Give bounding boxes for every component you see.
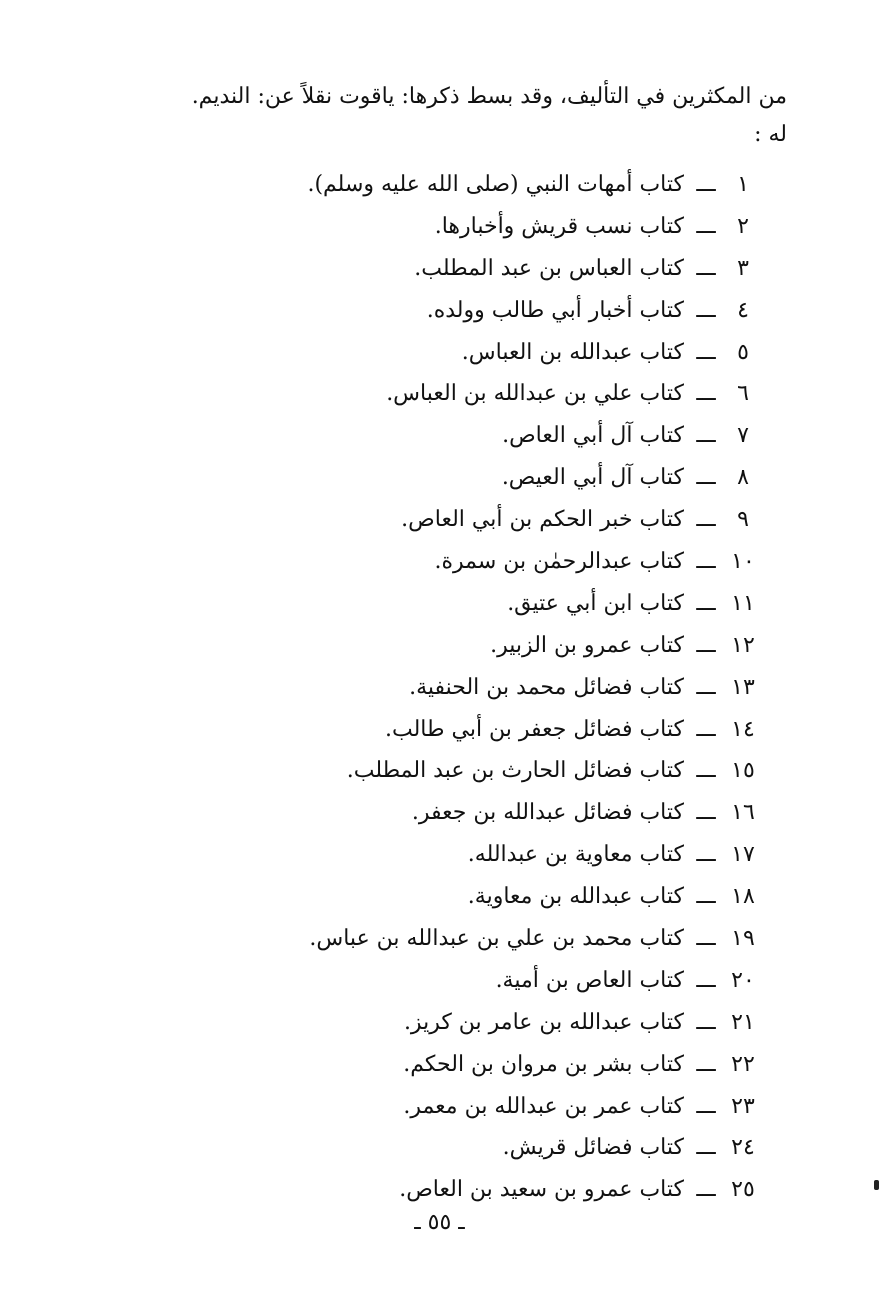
list-item <box>307 499 758 541</box>
item-dash: ـــ <box>696 1135 716 1161</box>
item-number: ١٩ <box>731 926 755 952</box>
item-number: ١٧ <box>731 842 755 868</box>
list-item <box>307 1127 758 1169</box>
item-title: كتاب نسب قريش وأخبارها. <box>434 213 684 239</box>
item-number: ٢ <box>737 213 749 239</box>
item-title: كتاب عبدالله بن معاوية. <box>467 884 684 910</box>
item-dash: ـــ <box>696 800 716 826</box>
item-number: ١٣ <box>731 674 755 700</box>
list-item <box>307 332 758 374</box>
list-item <box>307 583 758 625</box>
list-item <box>307 1002 758 1044</box>
item-number: ١٢ <box>731 632 755 658</box>
item-number: ١٤ <box>731 716 755 742</box>
item-title: كتاب عبدالله بن عامر بن كريز. <box>403 1009 684 1035</box>
item-title: كتاب العباس بن عبد المطلب. <box>414 255 684 281</box>
item-title: كتاب عمرو بن سعيد بن العاص. <box>399 1177 684 1203</box>
list-item <box>307 457 758 499</box>
list-item <box>307 248 758 290</box>
list-item <box>307 918 758 960</box>
list-item <box>307 1044 758 1086</box>
item-number: ١ <box>737 172 749 197</box>
item-title: كتاب علي بن عبدالله بن العباس. <box>386 381 684 407</box>
item-dash: ـــ <box>696 716 716 742</box>
item-number: ٩ <box>737 507 749 533</box>
item-dash: ـــ <box>696 213 716 239</box>
item-number: ٧ <box>737 423 749 449</box>
item-title: كتاب آل أبي العاص. <box>502 423 684 449</box>
item-number: ١١ <box>731 590 755 616</box>
item-number: ٢٢ <box>731 1051 755 1077</box>
list-item <box>307 1169 758 1211</box>
item-dash: ـــ <box>696 1009 716 1035</box>
item-title: كتاب خبر الحكم بن أبي العاص. <box>401 507 684 533</box>
item-title: كتاب فضائل عبدالله بن جعفر. <box>411 800 684 826</box>
list-item <box>307 373 758 415</box>
intro-line: من المكثرين في التأليف، وقد بسط ذكرها: ياقوت نقلاً عن: النديم. <box>191 84 787 109</box>
list-item <box>307 667 758 709</box>
list-item <box>307 960 758 1002</box>
item-title: كتاب عمر بن عبدالله بن معمر. <box>403 1093 684 1119</box>
item-number: ١٦ <box>731 800 755 826</box>
item-number: ٨ <box>737 465 749 491</box>
item-number: ١٨ <box>731 884 755 910</box>
item-number: ٢٣ <box>731 1093 755 1119</box>
item-dash: ـــ <box>696 967 716 993</box>
item-title: كتاب محمد بن علي بن عبدالله بن عباس. <box>309 926 684 952</box>
list-item <box>307 164 758 206</box>
item-number: ٦ <box>737 381 749 407</box>
item-number: ٥ <box>737 339 749 365</box>
item-number: ٢٤ <box>731 1135 755 1161</box>
list-item <box>307 792 758 834</box>
item-title: كتاب عمرو بن الزبير. <box>490 632 684 658</box>
item-dash: ـــ <box>696 590 716 616</box>
list-item <box>307 750 758 792</box>
item-dash: ـــ <box>696 758 716 784</box>
item-title: كتاب معاوية بن عبدالله. <box>467 842 684 868</box>
item-title: كتاب فضائل الحارث بن عبد المطلب. <box>346 758 684 784</box>
item-title: كتاب فضائل قريش. <box>502 1135 684 1161</box>
item-dash: ـــ <box>696 1177 716 1203</box>
item-dash: ـــ <box>696 339 716 365</box>
item-dash: ـــ <box>696 884 716 910</box>
item-dash: ـــ <box>696 842 716 868</box>
item-dash: ـــ <box>696 255 716 281</box>
item-title: كتاب بشر بن مروان بن الحكم. <box>403 1051 684 1077</box>
list-item <box>307 876 758 918</box>
item-title: كتاب عبدالرحمٰن بن سمرة. <box>434 549 684 575</box>
list-item <box>307 206 758 248</box>
item-number: ٢١ <box>731 1009 755 1035</box>
item-title: كتاب أمهات النبي (صلى الله عليه وسلم). <box>307 172 684 197</box>
item-title: كتاب فضائل محمد بن الحنفية. <box>409 674 684 700</box>
list-item <box>307 415 758 457</box>
list-item <box>307 541 758 583</box>
list-item <box>307 834 758 876</box>
item-dash: ـــ <box>696 1051 716 1077</box>
item-number: ٢٥ <box>731 1177 755 1203</box>
item-dash: ـــ <box>696 507 716 533</box>
page-number: ـ ٥٥ ـ <box>414 1210 465 1235</box>
item-number: ٣ <box>737 255 749 281</box>
book-list <box>307 164 758 1211</box>
item-title: كتاب أخبار أبي طالب وولده. <box>426 297 684 323</box>
intro-paragraph <box>147 78 787 154</box>
item-number: ١٥ <box>731 758 755 784</box>
item-number: ١٠ <box>731 549 755 575</box>
item-dash: ـــ <box>696 381 716 407</box>
list-item <box>307 1086 758 1128</box>
item-title: كتاب عبدالله بن العباس. <box>461 339 684 365</box>
item-dash: ـــ <box>696 1093 716 1119</box>
item-dash: ـــ <box>696 632 716 658</box>
intro-line: له : <box>754 122 787 147</box>
item-dash: ـــ <box>696 172 716 197</box>
item-title: كتاب ابن أبي عتيق. <box>507 590 684 616</box>
scan-edge-mark <box>874 1180 879 1190</box>
list-item <box>307 290 758 332</box>
item-title: كتاب العاص بن أمية. <box>495 967 684 993</box>
item-dash: ـــ <box>696 465 716 491</box>
item-dash: ـــ <box>696 423 716 449</box>
list-item <box>307 625 758 667</box>
item-number: ٢٠ <box>731 967 755 993</box>
item-title: كتاب آل أبي العيص. <box>501 465 684 491</box>
item-dash: ـــ <box>696 297 716 323</box>
item-dash: ـــ <box>696 549 716 575</box>
list-item <box>307 709 758 751</box>
item-number: ٤ <box>737 297 749 323</box>
item-title: كتاب فضائل جعفر بن أبي طالب. <box>384 716 684 742</box>
item-dash: ـــ <box>696 926 716 952</box>
item-dash: ـــ <box>696 674 716 700</box>
